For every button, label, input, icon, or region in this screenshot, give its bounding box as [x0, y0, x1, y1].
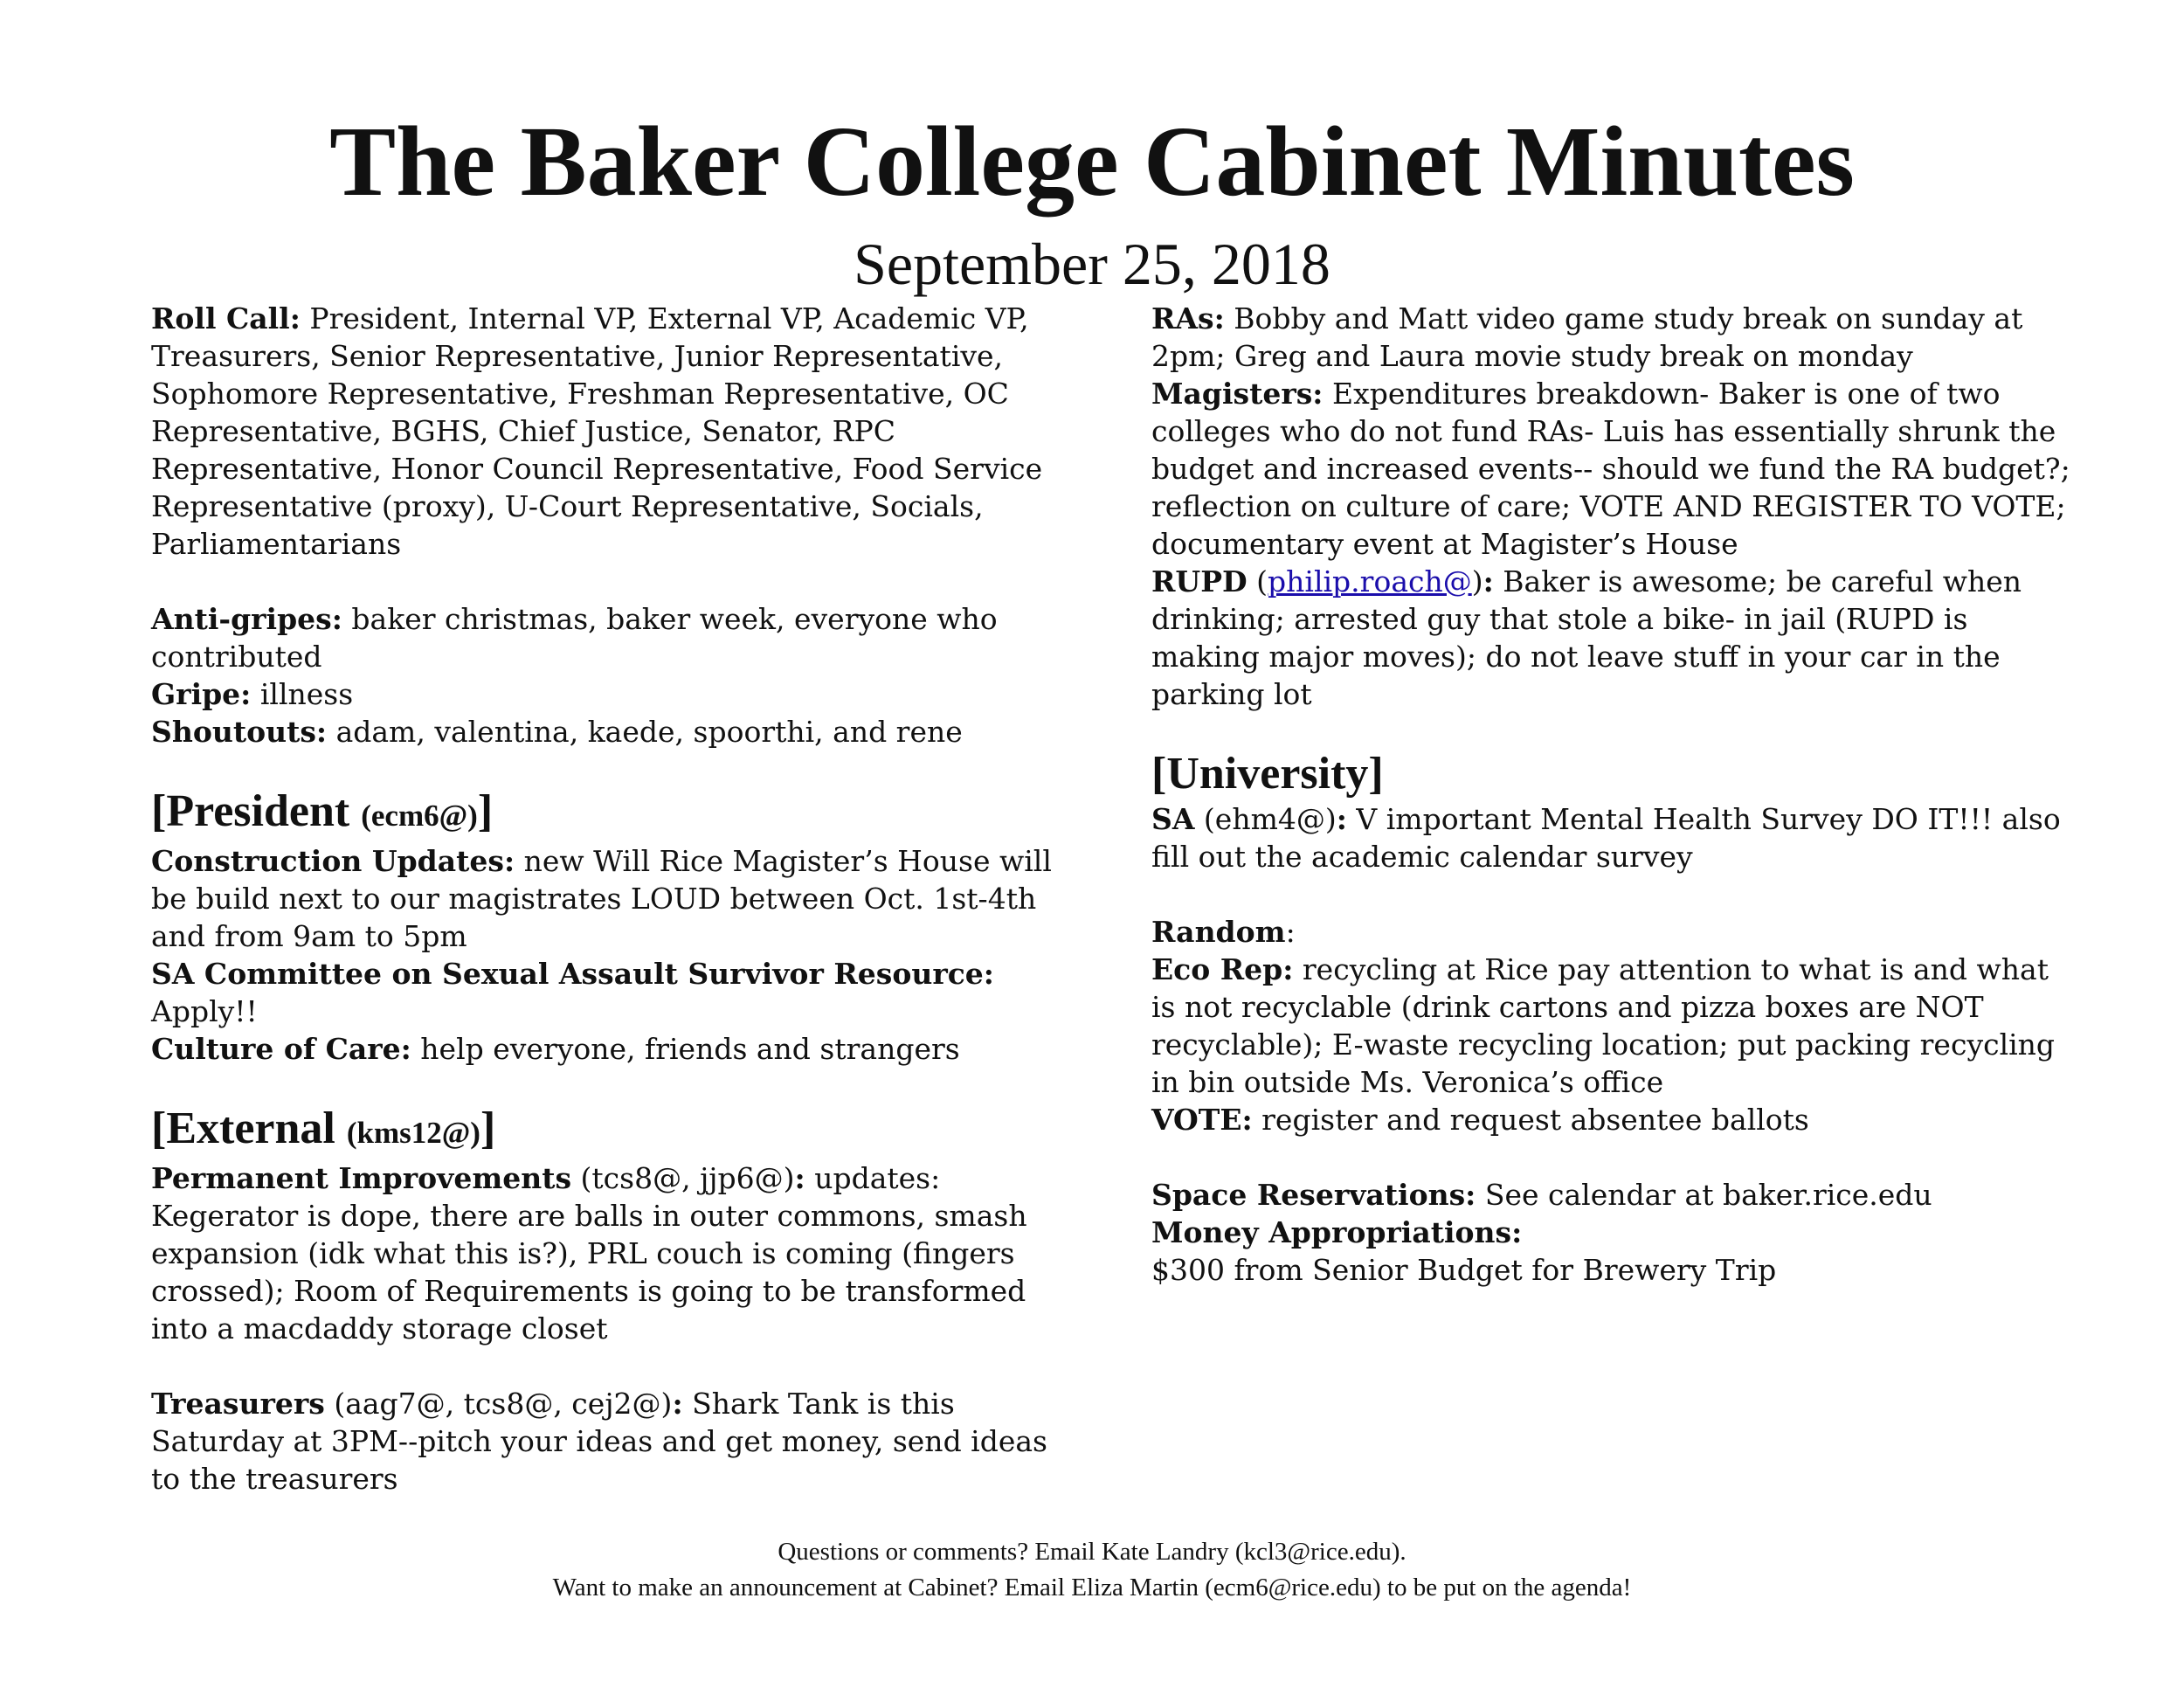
anti-gripes	[151, 600, 1068, 675]
ras	[1151, 300, 2077, 375]
culture-of-care	[151, 1030, 1068, 1068]
rupd-text: Baker is awesome; be careful when drinking; arrested guy that stole a bike- in jail (RUPD is making major moves); do not leave stuff in your car in the parking lot	[1151, 564, 2022, 711]
money-text: $300 from Senior Budget for Brewery Trip	[1151, 1253, 1777, 1287]
culture-label: Culture of Care:	[151, 1032, 411, 1066]
roll-call	[151, 300, 1068, 563]
permanent-text: updates: Kegerator is dope, there are balls in outer commons, smash expansion (idk what this is?), PRL couch is coming (fingers crossed); Room of Requirements is going to be transformed into a macdaddy storage closet	[151, 1161, 1027, 1346]
construction-label: Construction Updates:	[151, 844, 515, 878]
right-column	[1151, 300, 2077, 1289]
gripe-text: illness	[251, 677, 354, 711]
rupd	[1151, 563, 2077, 713]
footer-line-2: Want to make an announcement at Cabinet? Email Eliza Martin (ecm6@rice.edu) to be put on the agenda!	[552, 1574, 1632, 1602]
space-text: See calendar at baker.rice.edu	[1476, 1178, 1932, 1212]
sa-text: V important Mental Health Survey DO IT!!! also fill out the academic calendar survey	[1151, 802, 2061, 874]
eco-rep	[1151, 951, 2077, 1101]
permanent-label: Permanent Improvements	[151, 1161, 572, 1195]
shoutouts	[151, 713, 1068, 751]
page-title: The Baker College Cabinet Minutes	[329, 106, 1855, 217]
ras-text: Bobby and Matt video game study break on sunday at 2pm; Greg and Laura movie study break on monday	[1151, 301, 2023, 373]
anti-gripes-label: Anti-gripes:	[151, 602, 342, 636]
president-email: (ecm6@)	[361, 799, 478, 833]
money-label: Money Appropriations:	[1151, 1215, 1523, 1249]
vote-label: VOTE:	[1151, 1103, 1253, 1137]
ras-label: RAs:	[1151, 301, 1225, 336]
spacer	[151, 1068, 1068, 1103]
left-column	[151, 300, 1068, 1498]
president-heading-close: ]	[477, 786, 494, 836]
sa-label: SA	[1151, 802, 1195, 836]
rupd-label: RUPD	[1151, 564, 1248, 598]
permanent-emails: (tcs8@, jjp6@)	[571, 1161, 795, 1195]
sa-committee-label: SA Committee on Sexual Assault Survivor Resource:	[151, 957, 994, 991]
sa-committee-text: Apply!!	[151, 994, 258, 1028]
gripe-label: Gripe:	[151, 677, 252, 711]
construction-text: new Will Rice Magister’s House will be build next to our magistrates LOUD between Oct. 1st-4th and from 9am to 5pm	[151, 844, 1052, 953]
sa-colon: :	[1336, 802, 1347, 836]
treasurers-colon: :	[672, 1387, 683, 1421]
money-appropriations	[1151, 1214, 2077, 1251]
footer-line-1: Questions or comments? Email Kate Landry (kcl3@rice.edu).	[778, 1538, 1406, 1566]
roll-call-text: President, Internal VP, External VP, Academic VP, Treasurers, Senior Representative, Junior Representative, Sophomore Representative, Freshman Representative, OC Representative, BGHS, Chief Justice, Senator, RPC Representative, Honor Council Representative, Food Service Representative (proxy), U-Court Representative, Socials, Parliamentarians	[151, 301, 1043, 561]
shoutouts-text: adam, valentina, kaede, spoorthi, and rene	[327, 715, 963, 749]
gripe	[151, 675, 1068, 713]
rupd-email-link[interactable]: philip.roach@	[1268, 564, 1472, 598]
vote	[1151, 1101, 2077, 1138]
rupd-colon: :	[1482, 564, 1494, 598]
external-heading-close: ]	[480, 1103, 496, 1153]
roll-call-label: Roll Call:	[151, 301, 301, 336]
treasurers-label: Treasurers	[151, 1387, 325, 1421]
treasurers-emails: (aag7@, tcs8@, cej2@)	[324, 1387, 673, 1421]
spacer	[151, 563, 1068, 600]
president-heading-label: [President	[151, 786, 362, 836]
external-heading	[151, 1103, 1068, 1159]
spacer	[1151, 875, 2077, 913]
space-label: Space Reservations:	[1151, 1178, 1476, 1212]
eco-label: Eco Rep:	[1151, 952, 1294, 986]
magisters-label: Magisters:	[1151, 377, 1324, 411]
permanent-colon: :	[794, 1161, 805, 1195]
magisters	[1151, 375, 2077, 563]
permanent-improvements	[151, 1159, 1068, 1347]
university-heading: [University]	[1151, 749, 1384, 799]
sa-email: (ehm4@)	[1194, 802, 1337, 836]
random-colon: :	[1285, 915, 1296, 949]
vote-text: register and request absentee ballots	[1252, 1103, 1809, 1137]
construction-updates	[151, 842, 1068, 955]
sa	[1151, 800, 2077, 875]
president-heading	[151, 785, 1068, 842]
spacer	[1151, 713, 2077, 748]
treasurers-text: Shark Tank is this Saturday at 3PM--pitch your ideas and get money, send ideas to the treasurers	[151, 1387, 1047, 1496]
space-reservations	[1151, 1176, 2077, 1214]
treasurers	[151, 1385, 1068, 1498]
anti-gripes-text: baker christmas, baker week, everyone who contributed	[151, 602, 998, 674]
rupd-paren-open: (	[1247, 564, 1268, 598]
spacer	[1151, 1138, 2077, 1176]
sa-committee	[151, 955, 1068, 993]
magisters-text: Expenditures breakdown- Baker is one of two colleges who do not fund RAs- Luis has essentially shrunk the budget and increased events-- should we fund the RA budget?; reflection on culture of care; VOTE AND REGISTER TO VOTE; documentary event at Magister’s House	[1151, 377, 2070, 561]
culture-text: help everyone, friends and strangers	[411, 1032, 960, 1066]
rupd-paren-close: )	[1471, 564, 1483, 598]
eco-text: recycling at Rice pay attention to what is and what is not recyclable (drink cartons and pizza boxes are NOT recyclable); E-waste recycling location; put packing recycling in bin outside Ms. Veronica’s office	[1151, 952, 2056, 1099]
spacer	[151, 751, 1068, 785]
meeting-date: September 25, 2018	[854, 231, 1330, 297]
random	[1151, 913, 2077, 951]
random-label: Random	[1151, 915, 1286, 949]
external-heading-label: [External	[151, 1103, 347, 1153]
spacer	[151, 1347, 1068, 1385]
shoutouts-label: Shoutouts:	[151, 715, 328, 749]
external-email: (kms12@)	[346, 1116, 480, 1150]
